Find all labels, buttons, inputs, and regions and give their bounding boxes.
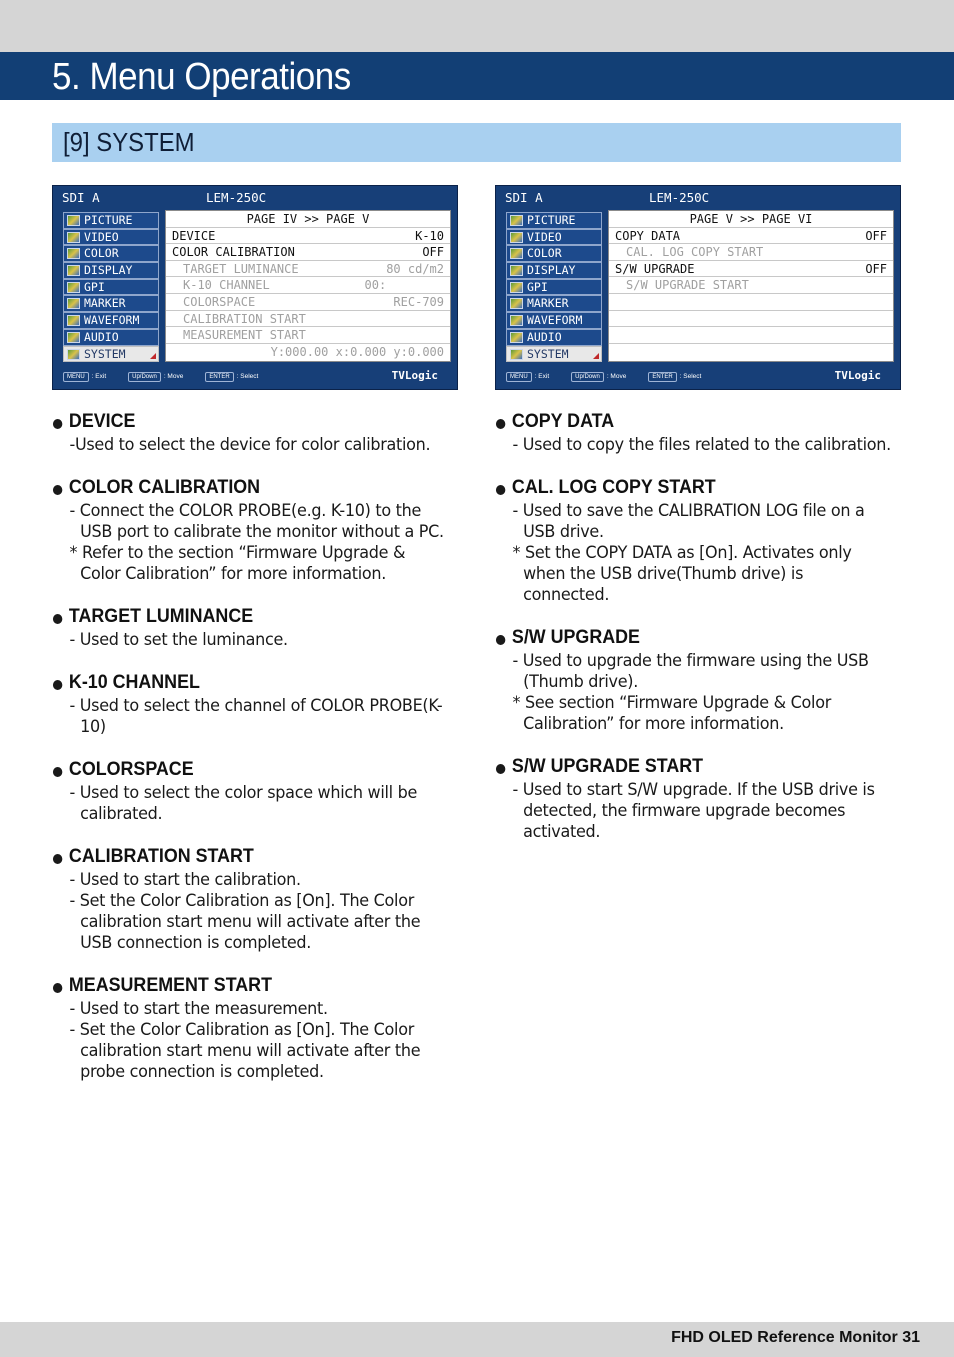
video-icon [67,232,80,243]
osd-key-enter: ENTER [205,372,233,382]
osd-key-action: : Exit [91,373,107,380]
top-gray-band [0,0,954,52]
osd-menu-item-label: MARKER [527,296,569,311]
osd-setting-label: COLOR CALIBRATION [172,245,295,260]
osd-page-header: PAGE V >> PAGE VI [609,211,893,228]
audio-icon [67,332,80,343]
osd-setting-row [166,344,450,361]
osd-menu-item-label: COLOR [527,246,562,261]
osd-menu-item-gpi [506,279,602,296]
description-text: - Set the Color Calibration as [On]. The Color calibration start menu will activate after the USB connection is completed. [69,891,421,952]
osd-key-action: : Select [236,373,259,380]
osd-menu-item-label: GPI [527,279,548,294]
osd-settings-panel [165,210,451,362]
description-heading: K-10 CHANNEL [52,671,437,695]
osd-setting-row [609,261,893,278]
osd-side-menu [63,212,159,362]
osd-setting-row [609,228,893,245]
color-icon [67,248,80,259]
description-text: - Used to start the measurement. [69,999,328,1018]
description-text: - Connect the COLOR PROBE(e.g. K-10) to the USB port to calibrate the monitor without a PC. [69,501,444,541]
description-item [52,476,462,584]
osd-menu-item-label: VIDEO [527,229,562,244]
osd-side-menu [506,212,602,362]
description-text: - Used to select the color space which will be calibrated. [69,783,418,823]
osd-key-guide-enter [205,372,258,382]
osd-menu-item-label: WAVEFORM [527,313,583,328]
picture-icon [67,215,80,226]
description-item [495,410,905,455]
marker-icon [67,298,80,309]
osd-menu-item-waveform [506,312,602,329]
osd-setting-value: OFF [422,245,444,260]
left-description-column [52,410,462,1103]
osd-setting-label: DEVICE [172,228,216,243]
description-item [52,758,462,824]
osd-key-menu: MENU [63,372,89,382]
osd-menu-item-label: MARKER [84,296,126,311]
osd-menu-item-label: COLOR [84,246,119,261]
osd-menu-item-audio [506,329,602,346]
osd-menu-item-picture [506,212,602,229]
osd-key-updown: Up/Down [571,372,604,382]
osd-setting-label: COLORSPACE [183,294,256,309]
section-title-bar [52,123,901,162]
description-item [52,410,462,455]
osd-key-updown: Up/Down [128,372,161,382]
osd-menu-item-label: SYSTEM [84,346,126,361]
description-text: * Set the COPY DATA as [On]. Activates only when the USB drive(Thumb drive) is connected. [512,543,852,604]
description-heading: MEASUREMENT START [52,974,437,998]
video-icon [510,232,523,243]
osd-menu-item-system [63,346,159,363]
osd-menu-item-marker [63,295,159,312]
osd-menu-item-gpi [63,279,159,296]
osd-page-header: PAGE IV >> PAGE V [166,211,450,228]
osd-setting-label: MEASUREMENT START [183,328,306,343]
audio-icon [510,332,523,343]
osd-model-label: LEM-250C [206,190,267,205]
gpi-icon [67,282,80,293]
osd-setting-label: CALIBRATION START [183,311,306,326]
osd-setting-value: OFF [865,228,887,243]
osd-menu-item-system [506,346,602,363]
osd-key-guide-menu [63,372,106,382]
right-description-column [495,410,905,863]
osd-model-label: LEM-250C [649,190,710,205]
description-heading: DEVICE [52,410,437,434]
osd-menu-item-label: SYSTEM [527,346,569,361]
osd-setting-value: 00: [364,278,444,293]
description-text: * Refer to the section “Firmware Upgrade & Color Calibration” for more information. [69,543,406,583]
description-text: -Used to select the device for color calibration. [69,435,431,454]
description-text: - Used to select the channel of COLOR PROBE(K-10) [69,696,443,736]
osd-menu-item-label: PICTURE [84,213,133,227]
osd-setting-row [609,294,893,311]
osd-menu-item-picture [63,212,159,229]
description-text: - Used to start the calibration. [69,870,301,889]
osd-setting-row [166,327,450,344]
osd-brand-logo: TVLogic [391,369,438,382]
picture-icon [510,215,523,226]
osd-setting-value: K-10 [415,228,444,243]
description-text: - Set the Color Calibration as [On]. The Color calibration start menu will activate after the probe connection is completed. [69,1020,421,1081]
osd-setting-value: 80 cd/m2 [386,261,444,276]
osd-menu-item-display [506,262,602,279]
osd-setting-row [166,244,450,261]
page-footer [0,1322,954,1357]
description-item [52,671,462,737]
osd-menu-item-color [506,245,602,262]
section-title: [9] SYSTEM [63,127,195,157]
osd-key-guide-menu [506,372,549,382]
osd-setting-value: Y:000.00 x:0.000 y:0.000 [270,344,444,359]
osd-key-guide-updown [128,372,183,382]
osd-brand-logo: TVLogic [834,369,881,382]
osd-menu-item-label: GPI [84,279,105,294]
osd-setting-row [166,277,450,294]
osd-menu-item-label: PICTURE [527,213,576,227]
osd-menu-item-label: DISPLAY [84,263,133,278]
osd-key-action: : Select [679,373,702,380]
description-item [52,605,462,650]
osd-setting-label: S/W UPGRADE START [626,278,749,293]
description-text: - Used to save the CALIBRATION LOG file on a USB drive. [512,501,865,541]
system-icon [510,349,523,360]
osd-setting-row [609,327,893,344]
osd-setting-row [609,244,893,261]
osd-menu-item-label: AUDIO [84,329,119,344]
osd-setting-label: K-10 CHANNEL [183,278,270,293]
footer-text: FHD OLED Reference Monitor 31 [671,1329,920,1346]
osd-setting-row [166,228,450,245]
osd-setting-label: S/W UPGRADE [615,261,695,276]
description-item [495,626,905,734]
osd-menu-item-display [63,262,159,279]
description-heading: CALIBRATION START [52,845,437,869]
osd-key-enter: ENTER [648,372,676,382]
osd-menu-item-color [63,245,159,262]
description-text: - Used to upgrade the firmware using the USB (Thumb drive). [512,651,869,691]
osd-menu-item-video [63,229,159,246]
waveform-icon [67,315,80,326]
osd-setting-value: OFF [865,261,887,276]
osd-setting-row [166,311,450,328]
description-item [52,845,462,953]
description-heading: COLORSPACE [52,758,437,782]
osd-setting-row [609,344,893,361]
osd-key-guide-enter [648,372,701,382]
description-heading: TARGET LUMINANCE [52,605,437,629]
osd-settings-panel [608,210,894,362]
osd-key-menu: MENU [506,372,532,382]
description-heading: S/W UPGRADE [495,626,880,650]
description-heading: COLOR CALIBRATION [52,476,437,500]
osd-input-label: SDI A [505,190,543,205]
description-item [495,755,905,842]
system-icon [67,349,80,360]
osd-menu-item-marker [506,295,602,312]
osd-menu-item-label: DISPLAY [527,263,576,278]
osd-screen-page-vi [495,185,901,390]
description-heading: COPY DATA [495,410,880,434]
description-text: - Used to set the luminance. [69,630,288,649]
chapter-title-bar [0,52,954,100]
osd-key-action: : Move [606,373,627,380]
color-icon [510,248,523,259]
osd-key-guide-updown [571,372,626,382]
osd-setting-row [609,311,893,328]
marker-icon [510,298,523,309]
osd-screen-page-v [52,185,458,390]
chapter-title: 5. Menu Operations [52,56,351,98]
osd-setting-label: CAL. LOG COPY START [626,245,764,260]
osd-setting-label: COPY DATA [615,228,681,243]
osd-setting-row [609,277,893,294]
osd-setting-row [166,294,450,311]
osd-input-label: SDI A [62,190,100,205]
osd-menu-item-waveform [63,312,159,329]
osd-menu-item-video [506,229,602,246]
osd-key-action: : Exit [534,373,550,380]
osd-menu-item-label: AUDIO [527,329,562,344]
description-text: * See section “Firmware Upgrade & Color Calibration” for more information. [512,693,831,733]
description-item [52,974,462,1082]
description-text: - Used to copy the files related to the calibration. [512,435,891,454]
osd-setting-value: REC-709 [393,294,444,309]
waveform-icon [510,315,523,326]
description-heading: CAL. LOG COPY START [495,476,880,500]
osd-menu-item-label: WAVEFORM [84,313,140,328]
osd-menu-item-label: VIDEO [84,229,119,244]
osd-setting-label: TARGET LUMINANCE [183,261,299,276]
description-item [495,476,905,605]
osd-key-action: : Move [163,373,184,380]
description-text: - Used to start S/W upgrade. If the USB drive is detected, the firmware upgrade becomes activated. [512,780,875,841]
osd-menu-item-audio [63,329,159,346]
description-heading: S/W UPGRADE START [495,755,880,779]
gpi-icon [510,282,523,293]
display-icon [67,265,80,276]
osd-setting-row [166,261,450,278]
display-icon [510,265,523,276]
